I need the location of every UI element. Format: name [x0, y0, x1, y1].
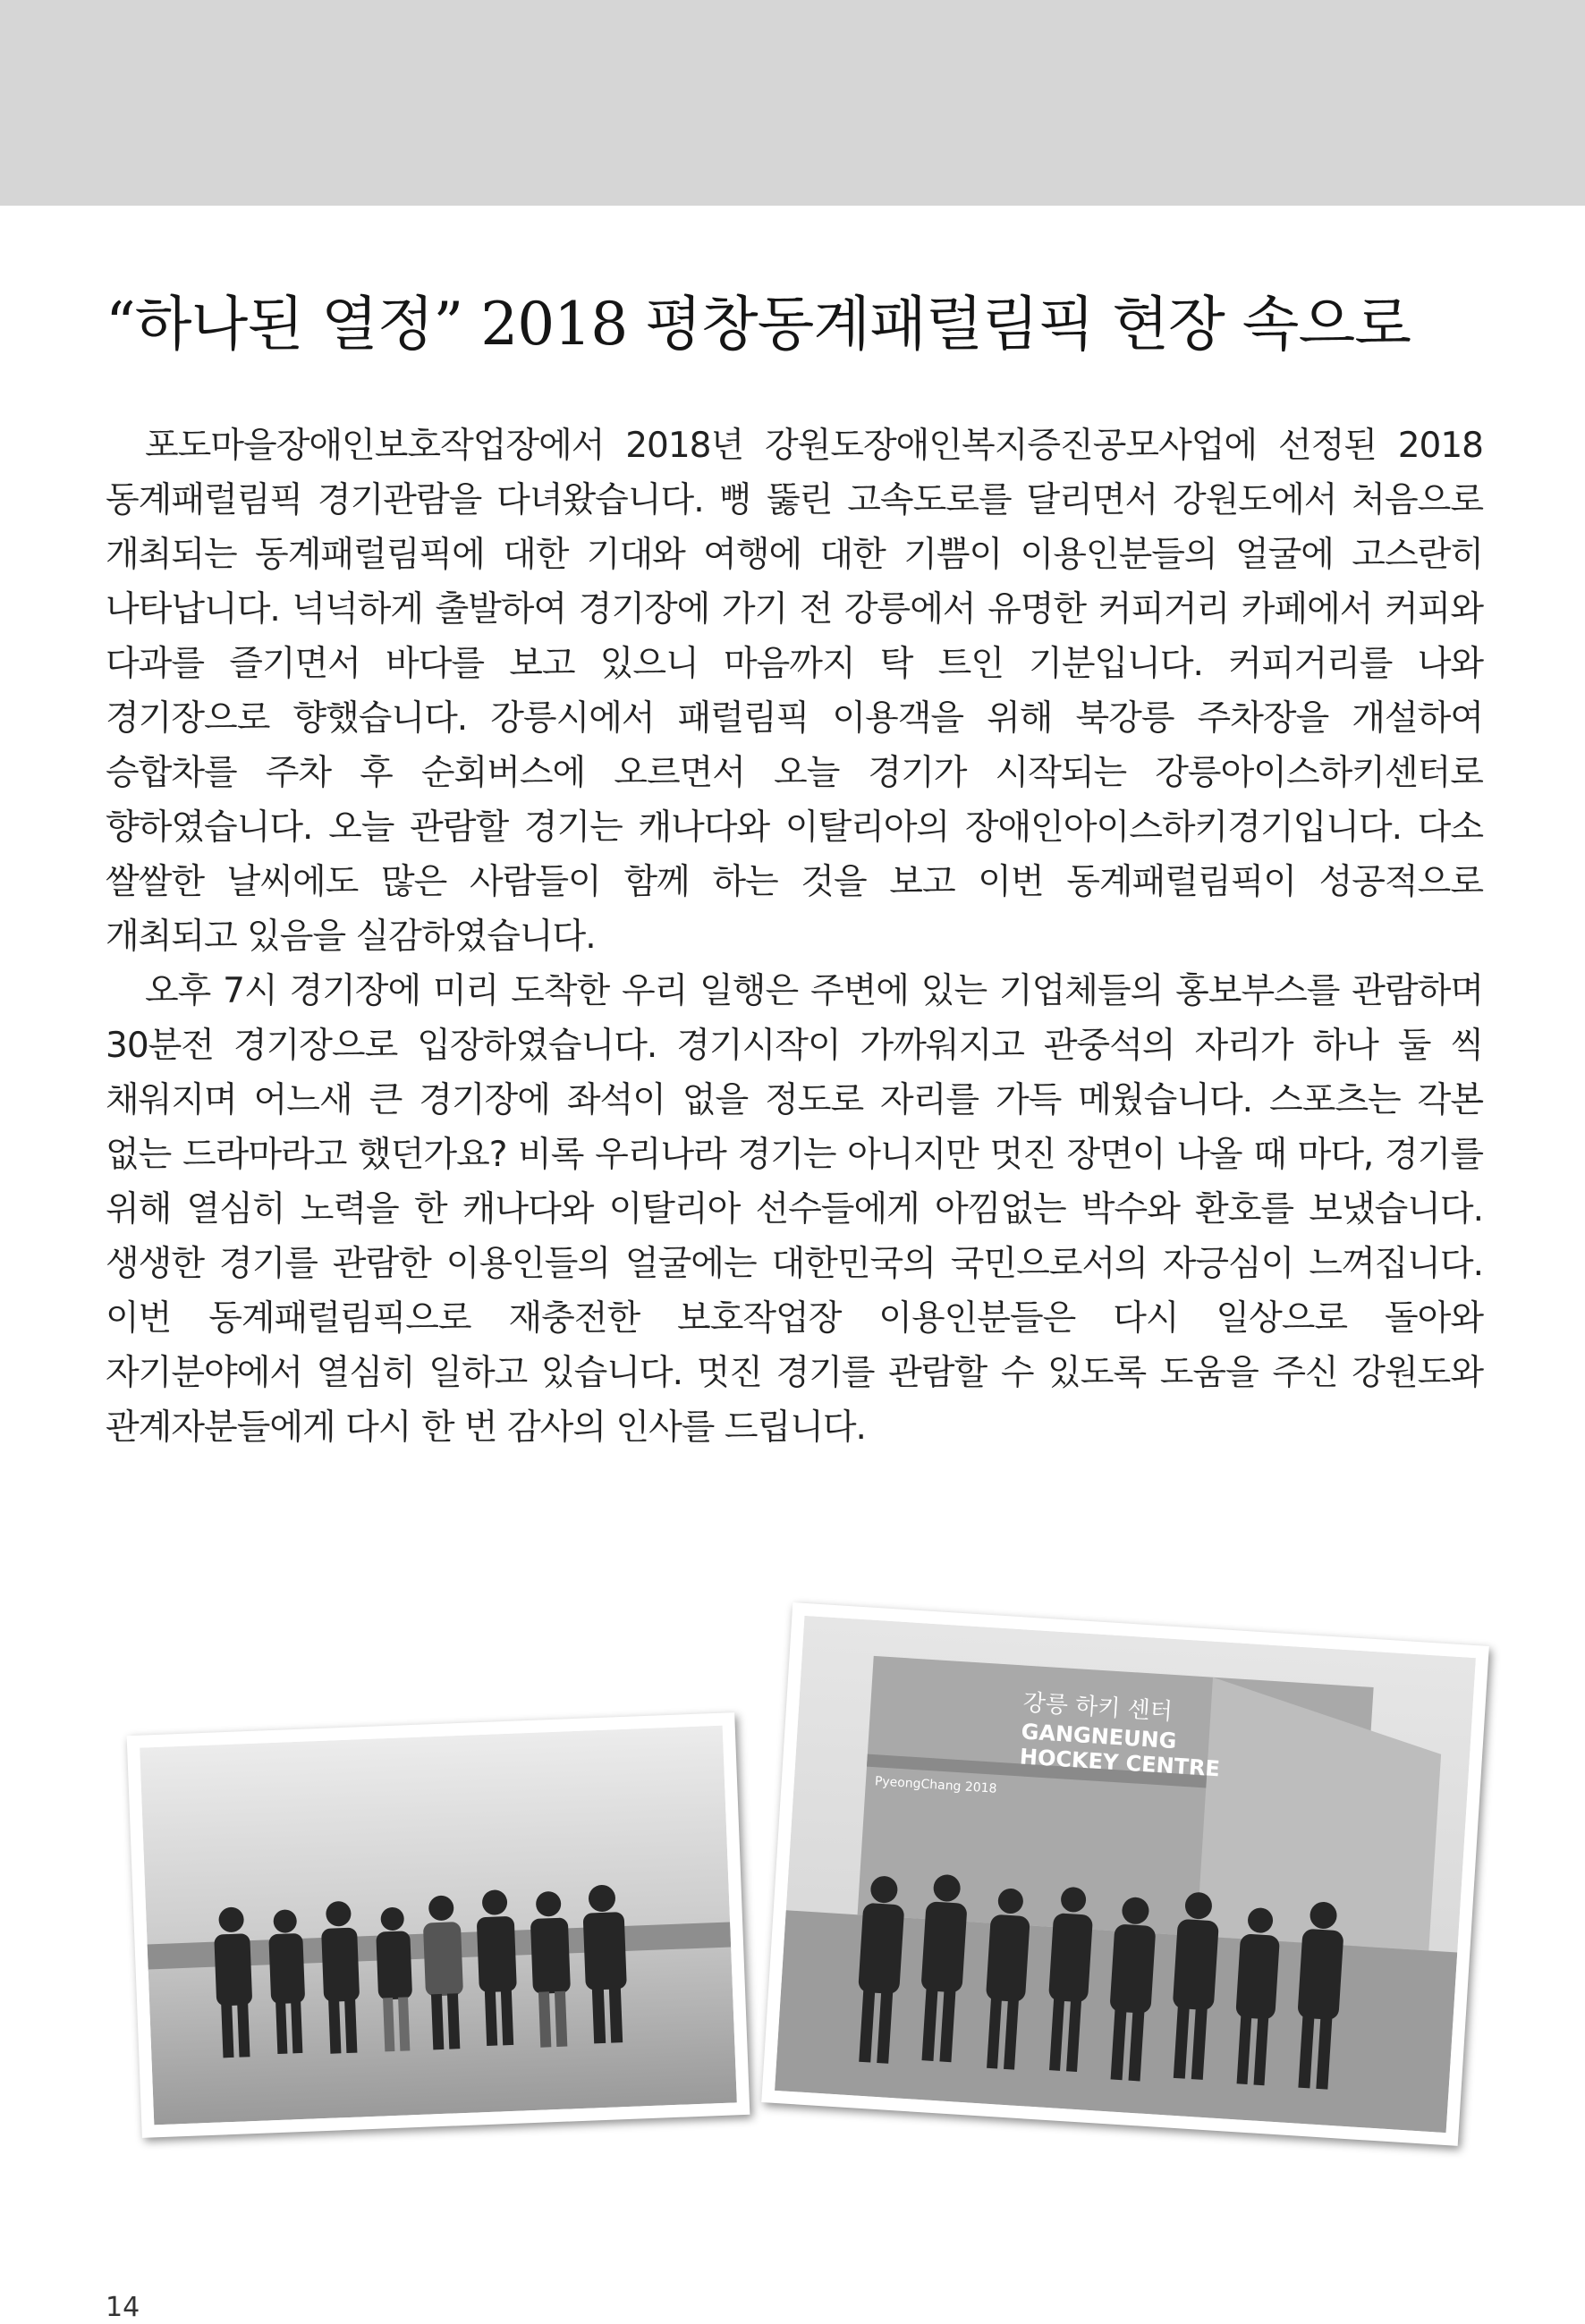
- page-number: 14: [106, 2292, 140, 2323]
- header-band: [0, 0, 1585, 206]
- beach-group-photo: [127, 1712, 750, 2138]
- paragraph-1: 포도마을장애인보호작업장에서 2018년 강원도장애인복지증진공모사업에 선정된 2018 동계패럴림픽 경기관람을 다녀왔습니다. 뻥 뚫린 고속도로를 달리면서 강원도에서 처음으로 개최되는 동계패럴림픽에 대한 기대와 여행에 대한 기쁨이 이용인분들의 얼굴에 고스란히 나타납니다. 넉넉하게 출발하여 경기장에 가기 전 강릉에서 유명한 커피거리 카페에서 커피와 다과를 즐기면서 바다를 보고 있으니 마음까지 탁 트인 기분입니다. 커피거리를 나와 경기장으로 향했습니다. 강릉시에서 패럴림픽 이용객을 위해 북강릉 주차장을 개설하여 승합차를 주차 후 순회버스에 오르면서 오늘 경기가 시작되는 강릉아이스하키센터로 향하였습니다. 오늘 관람할 경기는 캐나다와 이탈리아의 장애인아이스하키경기입니다. 다소 쌀쌀한 날씨에도 많은 사람들이 함께 하는 것을 보고 이번 동계패럴림픽이 성공적으로 개최되고 있음을 실감하였습니다.: [106, 426, 1483, 957]
- arena-sign-korean: 강릉 하키 센터: [1021, 1689, 1174, 1726]
- article-body: [106, 418, 1483, 1455]
- arena-sign-line1: GANGNEUNG: [1020, 1719, 1178, 1754]
- arena-banner-text: PyeongChang 2018: [874, 1774, 997, 1796]
- paragraph-2: 오후 7시 경기장에 미리 도착한 우리 일행은 주변에 있는 기업체들의 홍보부스를 관람하며 30분전 경기장으로 입장하였습니다. 경기시작이 가까워지고 관중석의 자리가 하나 둘 씩 채워지며 어느새 큰 경기장에 좌석이 없을 정도로 자리를 가득 메웠습니다. 스포츠는 각본 없는 드라마라고 했던가요? 비록 우리나라 경기는 아니지만 멋진 장면이 나올 때 마다, 경기를 위해 열심히 노력을 한 캐나다와 이탈리아 선수들에게 아낌없는 박수와 환호를 보냈습니다. 생생한 경기를 관람한 이용인들의 얼굴에는 대한민국의 국민으로서의 자긍심이 느껴집니다. 이번 동계패럴림픽으로 재충전한 보호작업장 이용인분들은 다시 일상으로 돌아와 자기분야에서 열심히 일하고 있습니다. 멋진 경기를 관람할 수 있도록 도움을 주신 강원도와 관계자분들에게 다시 한 번 감사의 인사를 드립니다.: [106, 971, 1483, 1448]
- arena-photo-image: [775, 1616, 1476, 2133]
- hockey-centre-group-photo: [761, 1602, 1489, 2146]
- article-title: “하나된 열정” 2018 평창동계패럴림픽 현장 속으로: [106, 290, 1411, 359]
- arena-sign-line2: HOCKEY CENTRE: [1019, 1744, 1221, 1782]
- beach-photo-image: [140, 1726, 737, 2125]
